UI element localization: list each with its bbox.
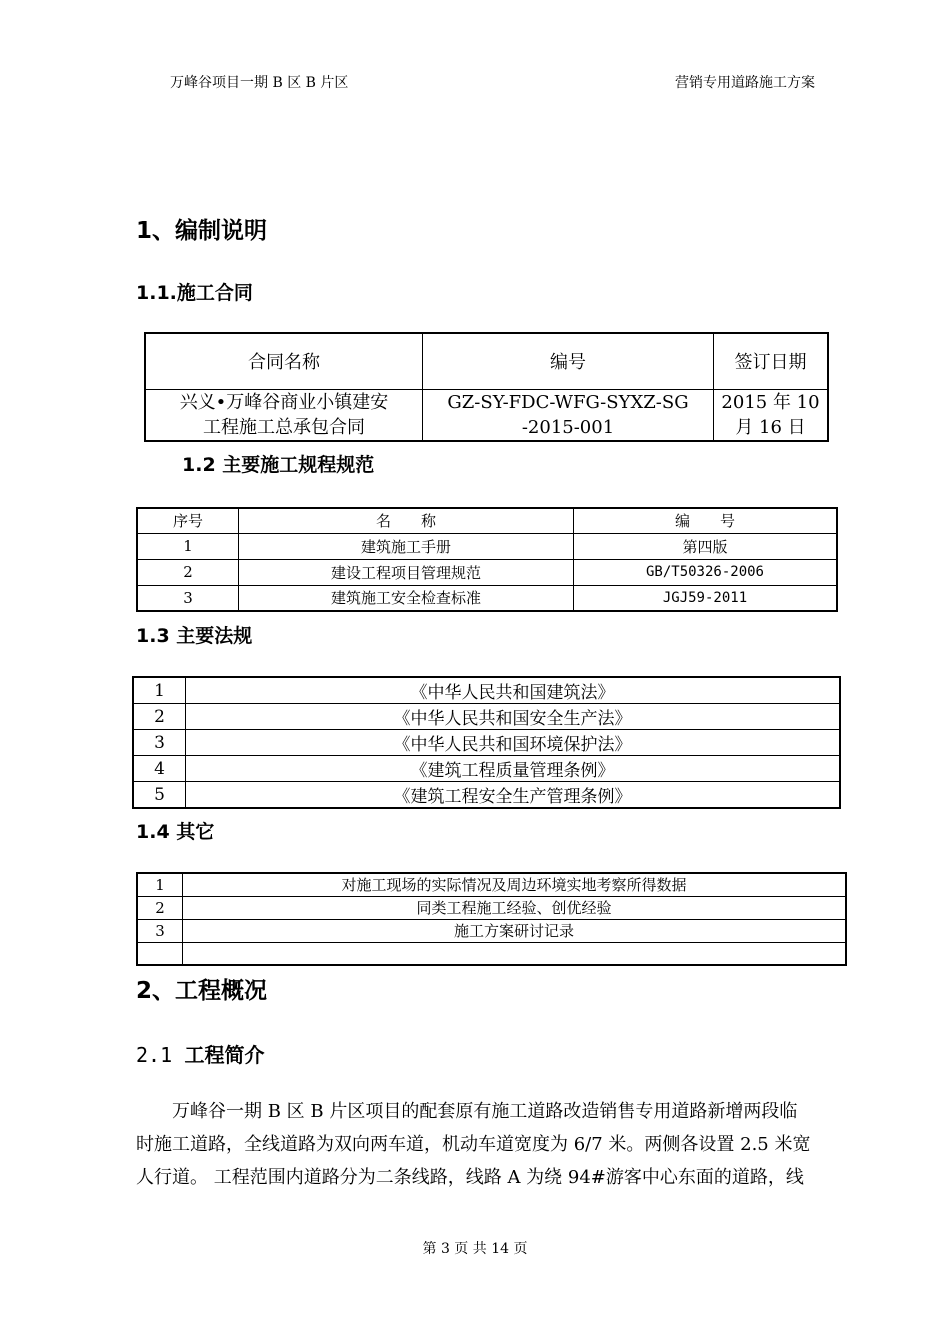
section-2-1-heading [136,1039,264,1068]
contract-header-code: 编号 [423,333,714,389]
standards-row-name: 建设工程项目管理规范 [239,559,574,585]
section-1-heading: 1、编制说明 [136,218,268,244]
laws-row-name: 《建筑工程质量管理条例》 [186,756,841,782]
laws-row-no: 4 [133,756,186,782]
standards-header-code: 编 号 [574,508,838,533]
intro-line: 万峰谷一期 B 区 B 片区项目的配套原有施工道路改造销售专用道路新增两段临 [136,1101,798,1122]
standards-row-name: 建筑施工安全检查标准 [239,585,574,611]
other-row-no: 1 [137,873,183,896]
contract-date-line2: 月 16 日 [735,416,806,438]
intro-paragraph [136,1095,838,1194]
contract-name-cell [145,389,423,441]
contract-code-line2: -2015-001 [521,416,615,438]
standards-header-no: 序号 [137,508,239,533]
laws-row-no: 2 [133,704,186,730]
contract-name-line2: 工程施工总承包合同 [203,416,365,438]
laws-row-no: 5 [133,782,186,809]
other-row-name [183,942,847,965]
laws-row-name: 《建筑工程安全生产管理条例》 [186,782,841,809]
section-1-2-heading: 1.2 主要施工规程规范 [182,454,375,476]
laws-row-name: 《中华人民共和国建筑法》 [186,677,841,704]
contract-code-line1: GZ-SY-FDC-WFG-SYXZ-SG [447,391,689,413]
contract-date-cell [714,389,829,441]
standards-row-no: 1 [137,533,239,559]
laws-table [132,676,841,809]
contract-code-cell [423,389,714,441]
laws-row-no: 1 [133,677,186,704]
standards-row-no: 2 [137,559,239,585]
other-row-name: 对施工现场的实际情况及周边环境实地考察所得数据 [183,873,847,896]
laws-row-no: 3 [133,730,186,756]
contract-table [144,332,829,442]
other-row-no: 2 [137,896,183,919]
section-1-4-heading: 1.4 其它 [136,821,215,843]
other-row-no [137,942,183,965]
other-row-no: 3 [137,919,183,942]
section-2-1-number: 2.1 [136,1043,173,1067]
page-footer: 第 3 页 共 14 页 [422,1241,528,1257]
section-1-1-heading: 1.1.施工合同 [136,282,253,304]
standards-header-name: 名 称 [239,508,574,533]
contract-date-line1: 2015 年 10 [721,391,820,413]
header-right: 营销专用道路施工方案 [675,75,815,91]
intro-line: 时施工道路，全线道路为双向两车道，机动车道宽度为 6/7 米。两侧各设置 2.5 米宽 [136,1134,811,1155]
standards-row-code: GB/T50326-2006 [574,559,838,585]
other-row-name: 施工方案研讨记录 [183,919,847,942]
standards-row-code: JGJ59-2011 [574,585,838,611]
laws-row-name: 《中华人民共和国环境保护法》 [186,730,841,756]
laws-row-name: 《中华人民共和国安全生产法》 [186,704,841,730]
other-row-name: 同类工程施工经验、创优经验 [183,896,847,919]
standards-row-name: 建筑施工手册 [239,533,574,559]
intro-line: 人行道。 工程范围内道路分为二条线路，线路 A 为绕 94#游客中心东面的道路，线 [136,1167,804,1188]
header-left: 万峰谷项目一期 B 区 B 片区 [170,75,349,91]
contract-header-name: 合同名称 [145,333,423,389]
standards-row-code: 第四版 [574,533,838,559]
contract-header-date: 签订日期 [714,333,829,389]
standards-row-no: 3 [137,585,239,611]
section-1-3-heading: 1.3 主要法规 [136,625,253,647]
standards-table [136,507,838,612]
contract-name-line1: 兴义•万峰谷商业小镇建安 [179,391,389,413]
section-2-1-title: 工程简介 [184,1043,265,1067]
other-table [136,872,847,966]
section-2-heading: 2、工程概况 [136,978,268,1004]
